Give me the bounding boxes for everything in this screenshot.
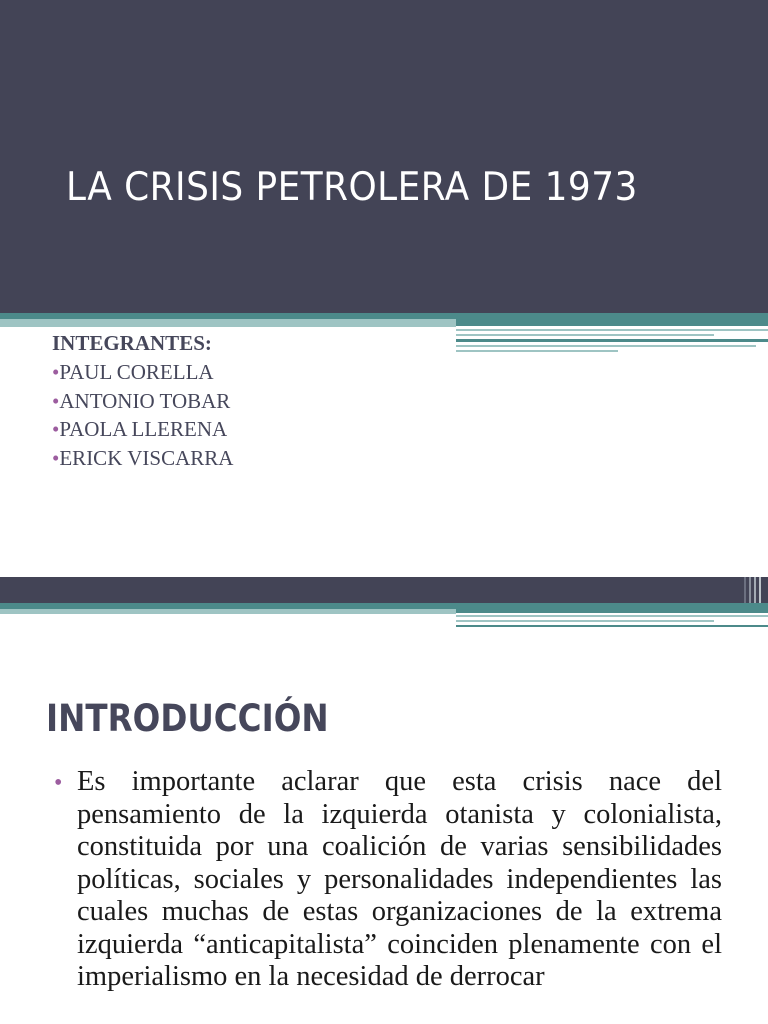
member-item [52,358,233,387]
bullet-icon: • [52,360,60,384]
bullet-icon: • [52,417,60,441]
bullet-icon: • [52,445,60,470]
members-list [52,328,233,472]
light-teal-band [0,609,456,614]
decorative-stripes [456,326,768,356]
intro-bullet [54,766,722,994]
member-name: ANTONIO TOBAR [59,388,231,413]
light-teal-band [0,319,456,327]
members-heading: INTEGRANTES: [52,331,212,355]
member-name: PAOLA LLERENA [59,417,228,441]
title-header-band [0,0,768,313]
corner-ticks [744,577,768,603]
member-name: PAUL CORELLA [59,360,214,384]
teal-band-right [456,319,768,326]
member-item [52,415,233,444]
slide-title: LA CRISIS PETROLERA DE 1973 [66,165,638,210]
decorative-stripes [456,613,768,629]
member-item [52,387,233,416]
member-item [52,444,233,473]
section-heading: INTRODUCCIÓN [46,697,329,740]
bullet-icon: • [52,388,60,413]
member-name: ERICK VISCARRA [59,445,234,470]
bullet-icon: • [54,770,63,796]
intro-paragraph: Es importante aclarar que esta crisis nace del pensamiento de la izquierda otanista y colonialista, constituida por una coalición de varias sensibilidades políticas, sociales y personalidades independientes las cuales muchas de estas organizaciones de la extrema izquierda “anticapitalista” coinciden plenamente con el imperialismo en la necesidad de derrocar [77,766,722,992]
content-slide [0,577,768,1024]
content-header-band [0,577,768,603]
